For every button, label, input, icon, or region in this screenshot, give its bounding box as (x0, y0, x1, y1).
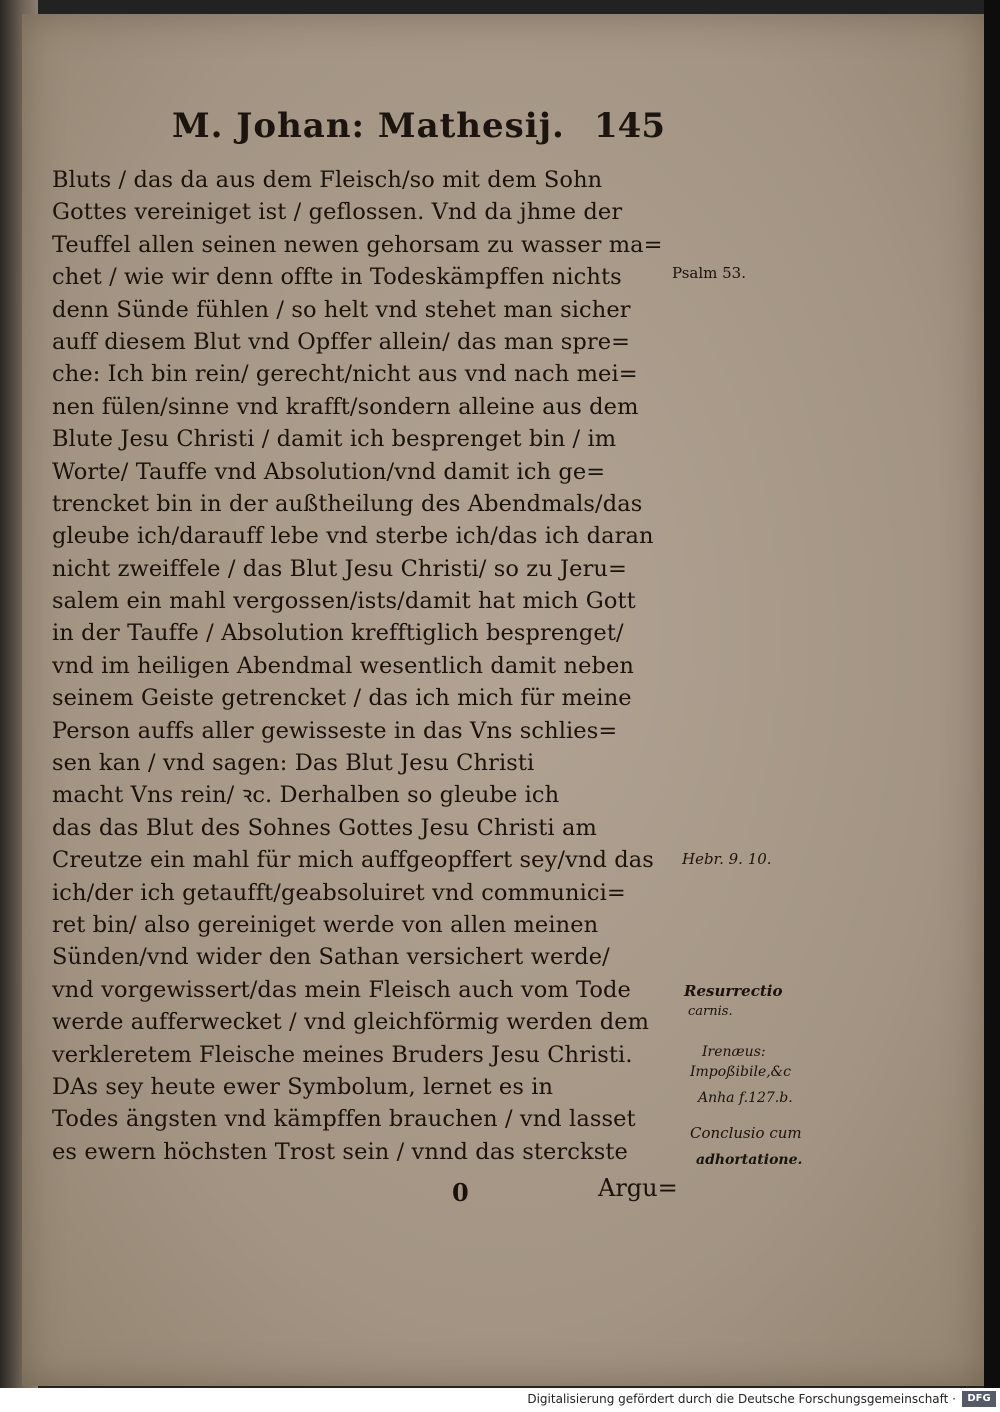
text-line: nicht zweiffele / das Blut Jesu Christi/ so zu Jeru= (52, 555, 627, 582)
text-line: Creutze ein mahl für mich auffgeopffert sey/vnd das (52, 847, 654, 874)
text-line: vnd vorgewissert/das mein Fleisch auch vom Tode (52, 976, 631, 1003)
page-number: 145 (594, 106, 665, 146)
text-line: Gottes vereiniget ist / geflossen. Vnd da jhme der (52, 199, 623, 226)
text-line: in der Tauffe / Absolution krefftiglich besprenget/ (52, 620, 624, 647)
marginal-note: Irenæus: (702, 1044, 766, 1060)
marginal-note: Anha f.127.b. (698, 1090, 793, 1106)
text-line: nen fülen/sinne vnd krafft/sondern alleine aus dem (52, 393, 639, 420)
text-line: auff diesem Blut vnd Opffer allein/ das man spre= (52, 328, 631, 355)
text-line: verkleretem Fleische meines Bruders Jesu Christi. (52, 1041, 633, 1068)
marginal-note: Conclusio cum (690, 1124, 802, 1142)
text-line: seinem Geiste getrencket / das ich mich für meine (52, 685, 632, 712)
text-line: Bluts / das da aus dem Fleisch/so mit dem Sohn (52, 167, 603, 193)
text-line: ret bin/ also gereiniget werde von allen meinen (52, 911, 599, 938)
text-line: denn Sünde fühlen / so helt vnd stehet man sicher (52, 296, 631, 323)
text-line: Worte/ Tauffe vnd Absolution/vnd damit ich ge= (52, 458, 606, 485)
text-line: che: Ich bin rein/ gerecht/nicht aus vnd nach mei= (52, 361, 638, 388)
text-line: sen kan / vnd sagen: Das Blut Jesu Christi (52, 750, 535, 777)
text-line: Teuffel allen seinen newen gehorsam zu wasser ma= (52, 231, 663, 258)
text-line: gleube ich/darauff lebe vnd sterbe ich/das ich daran (52, 523, 654, 550)
marginal-note: adhortatione. (696, 1152, 803, 1168)
catchword-row (52, 1174, 702, 1214)
book-page (22, 14, 984, 1386)
scan-border (984, 0, 1000, 1388)
text-line: vnd im heiligen Abendmal wesentlich damit neben (52, 652, 635, 679)
text-line: das das Blut des Sohnes Gottes Jesu Christi am (52, 814, 597, 841)
footer-bar (0, 1388, 1000, 1412)
text-line: trencket bin in der außtheilung des Abendmals/das (52, 490, 643, 517)
dfg-logo-icon: DFG (962, 1391, 996, 1407)
body-text (52, 164, 682, 1168)
text-line: Todes ängsten vnd kämpffen brauchen / vnd lasset (52, 1106, 636, 1133)
text-line: Sünden/vnd wider den Sathan versichert werde/ (52, 944, 610, 971)
text-line: chet / wie wir denn offte in Todeskämpffen nichts (52, 264, 622, 291)
marginal-note: Resurrectio (684, 982, 783, 1000)
marginal-note: carnis. (688, 1004, 733, 1019)
text-line: es ewern höchsten Trost sein / vnnd das sterckste (52, 1138, 628, 1165)
text-line: DAs sey heute ewer Symbolum, lernet es in (52, 1073, 554, 1100)
catchword: Argu= (598, 1174, 678, 1202)
funding-credit: Digitalisierung gefördert durch die Deutsche Forschungsgemeinschaft · (527, 1392, 956, 1406)
text-line: Person auffs aller gewisseste in das Vns schlies= (52, 717, 618, 744)
running-head: M. Johan: Mathesij. (172, 106, 565, 146)
text-line: salem ein mahl vergossen/ists/damit hat mich Gott (52, 588, 636, 615)
text-line: Blute Jesu Christi / damit ich besprenget bin / im (52, 426, 617, 453)
signature-mark: 0 (452, 1178, 469, 1207)
text-line: werde aufferwecket / vnd gleichförmig werden dem (52, 1009, 650, 1036)
marginal-note: Hebr. 9. 10. (682, 850, 772, 868)
text-line: macht Vns rein/ ꝛc. Derhalben so gleube ich (52, 782, 560, 809)
marginal-note: Psalm 53. (672, 264, 746, 282)
marginal-note: Impoßibile,&c (690, 1064, 791, 1080)
text-line: ich/der ich getaufft/geabsoluiret vnd communici= (52, 879, 626, 906)
